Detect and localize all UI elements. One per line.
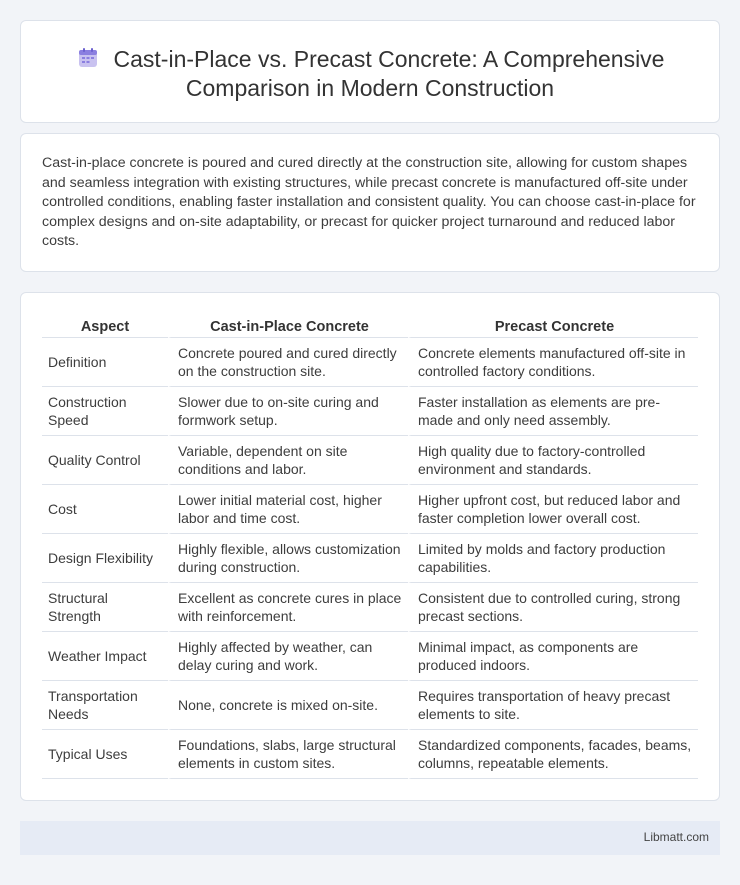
table-row <box>42 338 698 387</box>
header-precast: Precast Concrete <box>408 317 698 338</box>
row-aspect: Transportation Needs <box>42 681 168 730</box>
row-precast: Faster installation as elements are pre-made and only need assembly. <box>408 387 698 436</box>
row-cast-in-place: Foundations, slabs, large structural elements in custom sites. <box>168 730 408 779</box>
title-line-1: Cast-in-Place vs. Precast Concrete: A Comprehensive <box>113 46 665 72</box>
table-row <box>42 681 698 730</box>
row-precast: Minimal impact, as components are produced indoors. <box>408 632 698 681</box>
header-cast-in-place: Cast-in-Place Concrete <box>168 317 408 338</box>
row-precast: Higher upfront cost, but reduced labor and faster completion lower overall cost. <box>408 485 698 534</box>
title-line-2: Comparison in Modern Construction <box>185 75 555 101</box>
row-cast-in-place: Slower due to on-site curing and formwork setup. <box>168 387 408 436</box>
row-aspect: Quality Control <box>42 436 168 485</box>
table-row <box>42 632 698 681</box>
header-card <box>20 20 720 123</box>
footer-brand: Libmatt.com <box>643 830 709 844</box>
row-precast: Limited by molds and factory production capabilities. <box>408 534 698 583</box>
intro-card <box>20 133 720 272</box>
row-cast-in-place: Highly flexible, allows customization during construction. <box>168 534 408 583</box>
row-aspect: Cost <box>42 485 168 534</box>
footer-bar <box>20 821 720 855</box>
intro-paragraph: Cast-in-place concrete is poured and cured directly at the construction site, allowing for custom shapes and seamless integration with existing structures, while precast concrete is manufactured off-site under controlled conditions, enabling faster installation and consistent quality. You can choose cast-in-place for complex designs and on-site adaptability, or precast for quicker project turnaround and reduced labor costs. <box>42 155 696 250</box>
row-cast-in-place: Variable, dependent on site conditions and labor. <box>168 436 408 485</box>
row-precast: High quality due to factory-controlled environment and standards. <box>408 436 698 485</box>
row-aspect: Typical Uses <box>42 730 168 779</box>
row-precast: Requires transportation of heavy precast elements to site. <box>408 681 698 730</box>
table-row <box>42 485 698 534</box>
comparison-table-card <box>20 292 720 801</box>
table-header-row <box>42 317 698 338</box>
row-cast-in-place: Excellent as concrete cures in place with reinforcement. <box>168 583 408 632</box>
row-precast: Concrete elements manufactured off-site in controlled factory conditions. <box>408 338 698 387</box>
row-aspect: Weather Impact <box>42 632 168 681</box>
comparison-table <box>42 317 698 779</box>
table-row <box>42 730 698 779</box>
table-row <box>42 436 698 485</box>
row-aspect: Construction Speed <box>42 387 168 436</box>
row-cast-in-place: Lower initial material cost, higher labor and time cost. <box>168 485 408 534</box>
page-title <box>21 45 719 103</box>
row-aspect: Structural Strength <box>42 583 168 632</box>
row-precast: Consistent due to controlled curing, strong precast sections. <box>408 583 698 632</box>
row-cast-in-place: None, concrete is mixed on-site. <box>168 681 408 730</box>
calendar-icon <box>76 46 100 70</box>
row-aspect: Design Flexibility <box>42 534 168 583</box>
header-aspect: Aspect <box>42 317 168 338</box>
table-row <box>42 387 698 436</box>
row-aspect: Definition <box>42 338 168 387</box>
row-cast-in-place: Concrete poured and cured directly on the construction site. <box>168 338 408 387</box>
table-row <box>42 534 698 583</box>
table-row <box>42 583 698 632</box>
row-precast: Standardized components, facades, beams, columns, repeatable elements. <box>408 730 698 779</box>
row-cast-in-place: Highly affected by weather, can delay curing and work. <box>168 632 408 681</box>
